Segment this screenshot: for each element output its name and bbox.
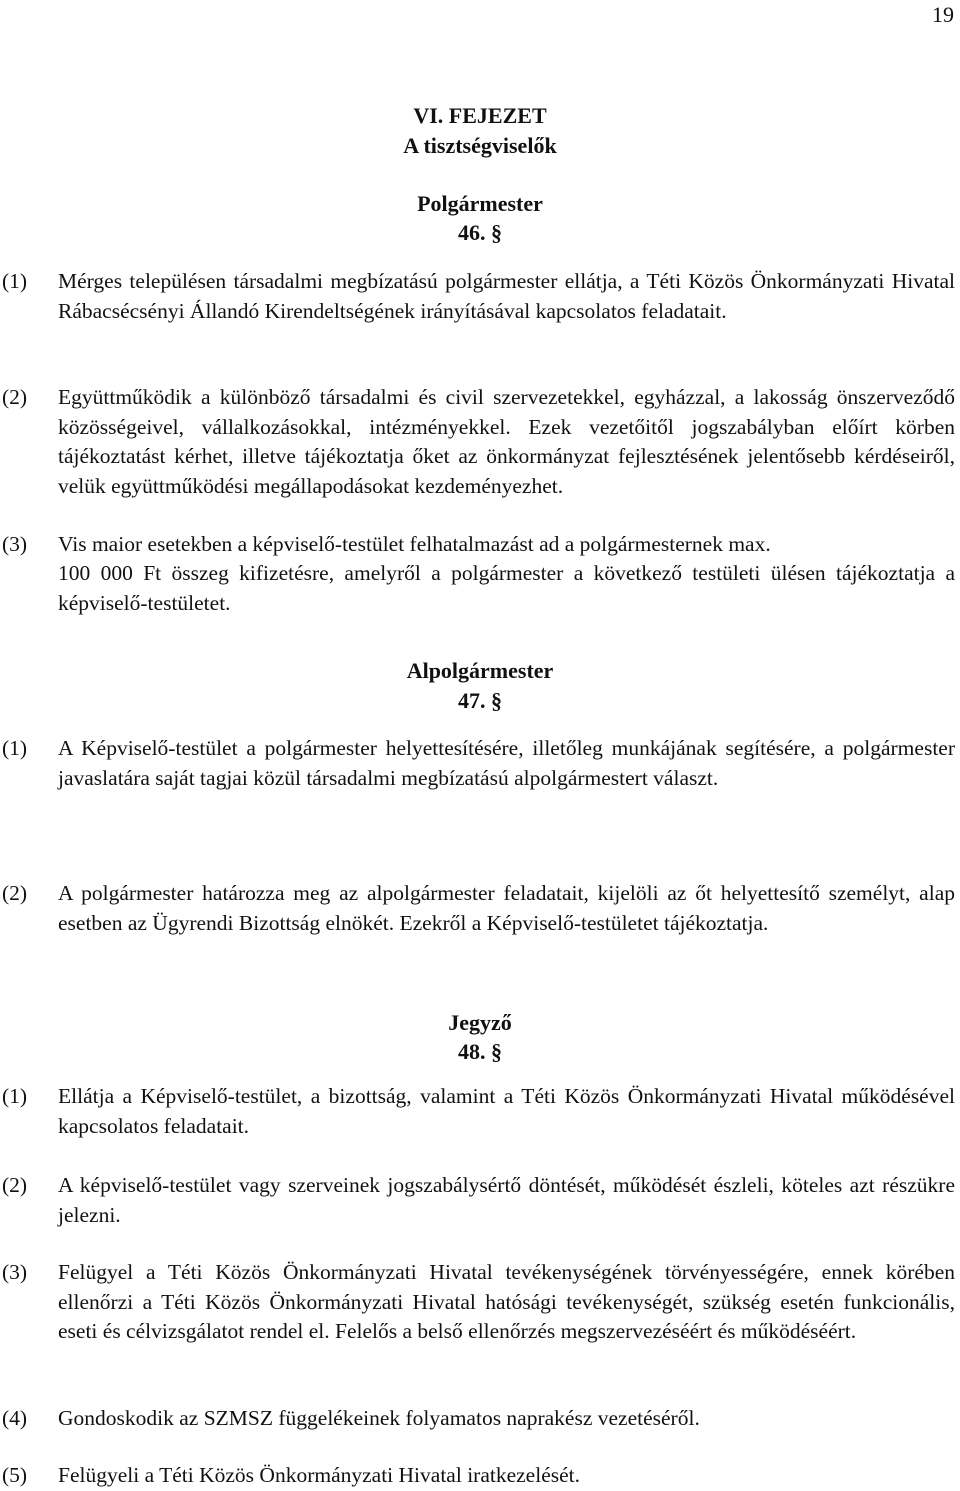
- paragraph-48-1: [0, 1082, 955, 1141]
- paragraph-number: (2): [2, 1173, 28, 1197]
- section-number-47: 47. §: [458, 688, 502, 713]
- paragraph-46-3-continuation: 100 000 Ft összeg kifizetésre, amelyről a polgármester a következő testületi ülésen tájékoztatja a képviselő-testületet.: [58, 561, 955, 615]
- paragraph-46-1: [0, 267, 955, 326]
- paragraph-number: (5): [2, 1463, 28, 1487]
- paragraph-48-5: [0, 1461, 955, 1491]
- paragraph-number: (4): [2, 1406, 28, 1430]
- paragraph-47-2: [0, 879, 955, 938]
- section-title-polgarmester: Polgármester: [417, 191, 543, 216]
- paragraph-text: A képviselő-testület vagy szerveinek jogszabálysértő döntését, működését észleli, köteles azt részükre jelezni.: [58, 1173, 955, 1227]
- paragraph-text: Felügyeli a Téti Közös Önkormányzati Hivatal iratkezelését.: [58, 1463, 580, 1487]
- chapter-title: A tisztségviselők: [403, 133, 557, 158]
- paragraph-number: (2): [2, 881, 28, 905]
- paragraph-48-2: [0, 1171, 955, 1230]
- paragraph-number: (3): [2, 1260, 28, 1284]
- section-title-jegyzo: Jegyző: [448, 1010, 512, 1035]
- section-number-46: 46. §: [458, 220, 502, 245]
- paragraph-text: Felügyel a Téti Közös Önkormányzati Hivatal tevékenységének törvényességére, ennek körében ellenőrzi a Téti Közös Önkormányzati Hivatal hatósági tevékenységét, szükség esetén funkcionális, eseti és célvizsgálatot rendel el. Felelős a belső ellenőrzés megszervezéséért és működéséért.: [58, 1260, 955, 1343]
- paragraph-47-1: [0, 734, 955, 793]
- paragraph-text: A Képviselő-testület a polgármester helyettesítésére, illetőleg munkájának segítésére, a polgármester javaslatára saját tagjai közül társadalmi megbízatású alpolgármestert választ.: [58, 736, 955, 790]
- paragraph-number: (2): [2, 385, 28, 409]
- paragraph-text: Együttműködik a különböző társadalmi és civil szervezetekkel, egyházzal, a lakosság önszerveződő közösségeivel, vállalkozásokkal, intézményekkel. Ezek vezetőitől jogszabályban előírt körben tájékoztatást kérhet, illetve tájékoztatja őket az önkormányzat fejlesztésének jelentősebb kérdéseiről, velük együttműködési megállapodásokat kezdeményezhet.: [58, 385, 955, 498]
- paragraph-text: Mérges településen társadalmi megbízatású polgármester ellátja, a Téti Közös Önkormányzati Hivatal Rábacsécsényi Állandó Kirendeltségének irányításával kapcsolatos feladatait.: [58, 269, 955, 323]
- paragraph-48-3: [0, 1258, 955, 1347]
- section-title-alpolgarmester: Alpolgármester: [406, 658, 554, 683]
- paragraph-text: Gondoskodik az SZMSZ függelékeinek folyamatos naprakész vezetéséről.: [58, 1406, 700, 1430]
- paragraph-number: (1): [2, 1084, 28, 1108]
- section-number-48: 48. §: [458, 1039, 502, 1064]
- paragraph-46-3: [0, 530, 955, 560]
- paragraph-text: A polgármester határozza meg az alpolgármester feladatait, kijelöli az őt helyettesítő személyt, alap esetben az Ügyrendi Bizottság elnökét. Ezekről a Képviselő-testületet tájékoztatja.: [58, 881, 955, 935]
- chapter-label: VI. FEJEZET: [413, 103, 547, 128]
- paragraph-number: (1): [2, 736, 28, 760]
- paragraph-number: (1): [2, 269, 28, 293]
- paragraph-46-2: [0, 383, 955, 501]
- page-number: 19: [932, 2, 954, 27]
- paragraph-48-4: [0, 1404, 955, 1434]
- paragraph-text: Vis maior esetekben a képviselő-testület felhatalmazást ad a polgármesternek max.: [58, 532, 771, 556]
- paragraph-number: (3): [2, 532, 28, 556]
- paragraph-text: Ellátja a Képviselő-testület, a bizottság, valamint a Téti Közös Önkormányzati Hivatal működésével kapcsolatos feladatait.: [58, 1084, 955, 1138]
